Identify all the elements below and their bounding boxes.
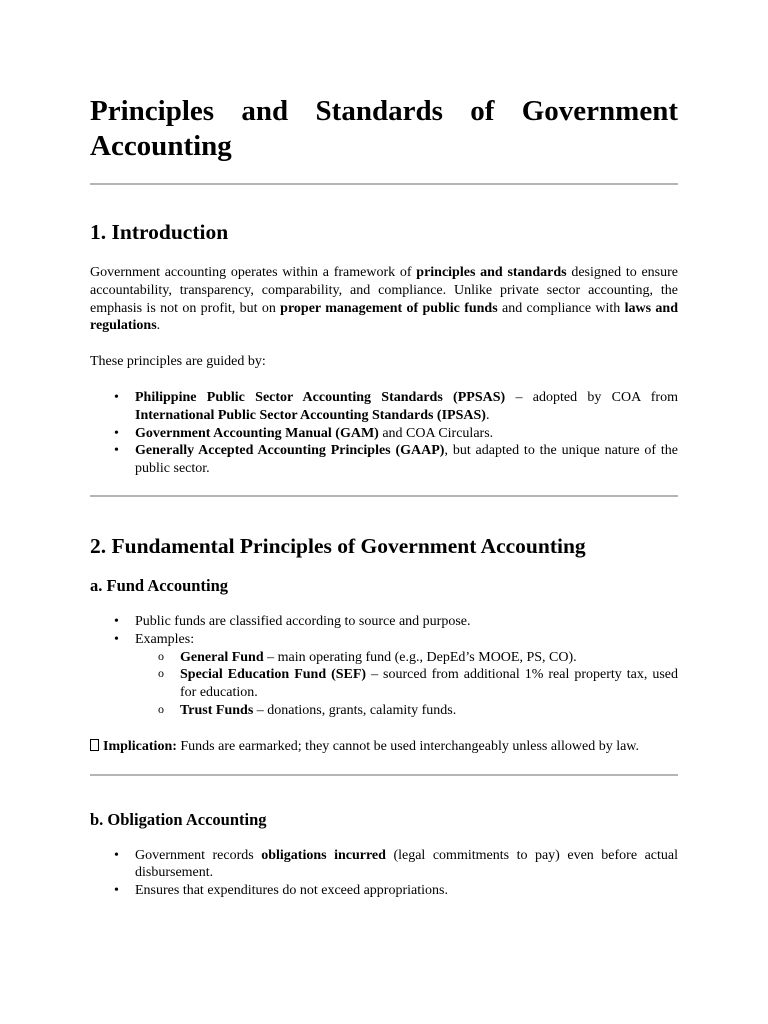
sub-list-item: o Special Education Fund (SEF) – sourced from additional 1% real property tax, used for education. (90, 666, 678, 702)
list-item: • Generally Accepted Accounting Principles (GAAP), but adapted to the unique nature of the public sector. (90, 442, 678, 478)
intro-paragraph: Government accounting operates within a framework of principles and standards designed to ensure accountability, transparency, comparability, and compliance. Unlike private sector accounting, the emphasis is not on profit, but on proper management of public funds and compliance with laws and regulations. (90, 265, 678, 334)
list-item: • Government records obligations incurred (legal commitments to pay) even before actual disbursement. (90, 847, 678, 883)
divider (90, 183, 678, 185)
sub-list-item: o General Fund – main operating fund (e.g., DepEd’s MOOE, PS, CO). (90, 649, 678, 667)
fund-accounting-list (90, 613, 678, 720)
section-heading-introduction: 1. Introduction (90, 220, 229, 244)
title-line-1: Principles and Standards of Government (90, 95, 678, 127)
subsection-heading-fund-accounting: a. Fund Accounting (90, 575, 228, 595)
divider (90, 774, 678, 776)
list-item: • Philippine Public Sector Accounting Standards (PPSAS) – adopted by COA from International Public Sector Accounting Standards (IPSAS). (90, 389, 678, 425)
missing-glyph-icon (90, 739, 99, 751)
list-item: • Examples: (90, 631, 678, 649)
section-heading-fundamental-principles: 2. Fundamental Principles of Government Accounting (90, 533, 586, 558)
divider (90, 495, 678, 497)
list-item: • Ensures that expenditures do not exceed appropriations. (90, 882, 678, 900)
sub-list-item: o Trust Funds – donations, grants, calamity funds. (90, 702, 678, 720)
implication-note: Implication: Funds are earmarked; they cannot be used interchangeably unless allowed by law. (90, 738, 678, 756)
guidance-list (90, 389, 678, 478)
intro-guided-by: These principles are guided by: (90, 354, 266, 370)
document-title (90, 94, 678, 164)
obligation-accounting-list (90, 847, 678, 900)
subsection-heading-obligation-accounting: b. Obligation Accounting (90, 809, 267, 829)
title-line-2: Accounting (90, 130, 232, 162)
list-item: • Government Accounting Manual (GAM) and COA Circulars. (90, 425, 678, 443)
list-item: • Public funds are classified according to source and purpose. (90, 613, 678, 631)
document-page (90, 94, 678, 900)
